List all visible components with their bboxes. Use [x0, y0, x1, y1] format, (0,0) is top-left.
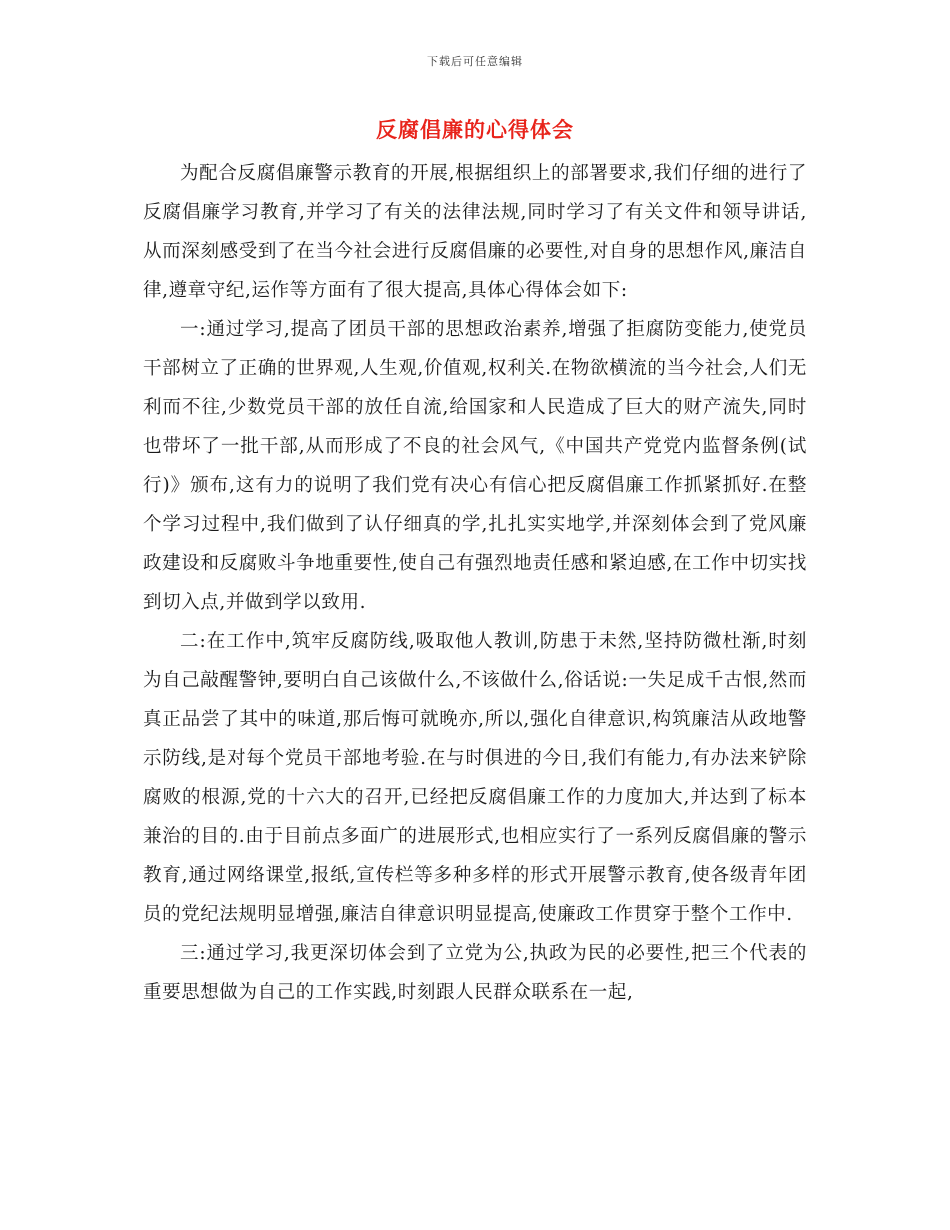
paragraph-point-three: 三:通过学习,我更深切体会到了立党为公,执政为民的必要性,把三个代表的重要思想做为自己的工作实践,时刻跟人民群众联系在一起, [143, 943, 807, 1003]
paragraph-point-one: 一:通过学习,提高了团员干部的思想政治素养,增强了拒腐防变能力,使党员干部树立了正确的世界观,人生观,价值观,权利关.在物欲横流的当今社会,人们无利而不往,少数党员干部的放任自流,给国家和人民造成了巨大的财产流失,同时也带坏了一批干部,从而形成了不良的社会风气,《中国共产党党内监督条例(试行)》颁布,这有力的说明了我们党有决心有信心把反腐倡廉工作抓紧抓好.在整个学习过程中,我们做到了认仔细真的学,扎扎实实地学,并深刻体会到了党风廉政建设和反腐败斗争地重要性,使自己有强烈地责任感和紧迫感,在工作中切实找到切入点,并做到学以致用. [143, 319, 807, 613]
document-title: 反腐倡廉的心得体会 [376, 118, 574, 142]
paragraph-point-two: 二:在工作中,筑牢反腐防线,吸取他人教训,防患于未然,坚持防微杜渐,时刻为自己敲醒警钟,要明白自己该做什么,不该做什么,俗话说:一失足成千古恨,然而真正品尝了其中的味道,那后悔可就晚亦,所以,强化自律意识,构筑廉洁从政地警示防线,是对每个党员干部地考验.在与时俱进的今日,我们有能力,有办法来铲除腐败的根源,党的十六大的召开,已经把反腐倡廉工作的力度加大,并达到了标本兼治的目的.由于目前点多面广的进展形式,也相应实行了一系列反腐倡廉的警示教育,通过网络课堂,报纸,宣传栏等多种多样的形式开展警示教育,使各级青年团员的党纪法规明显增强,廉洁自律意识明显提高,使廉政工作贯穿于整个工作中. [143, 631, 807, 925]
header-note: 下载后可任意编辑 [427, 55, 523, 68]
document-body [143, 154, 807, 1012]
paragraph-intro: 为配合反腐倡廉警示教育的开展,根据组织上的部署要求,我们仔细的进行了反腐倡廉学习教育,并学习了有关的法律法规,同时学习了有关文件和领导讲话,从而深刻感受到了在当今社会进行反腐倡廉的必要性,对自身的思想作风,廉洁自律,遵章守纪,运作等方面有了很大提高,具体心得体会如下: [143, 163, 807, 301]
